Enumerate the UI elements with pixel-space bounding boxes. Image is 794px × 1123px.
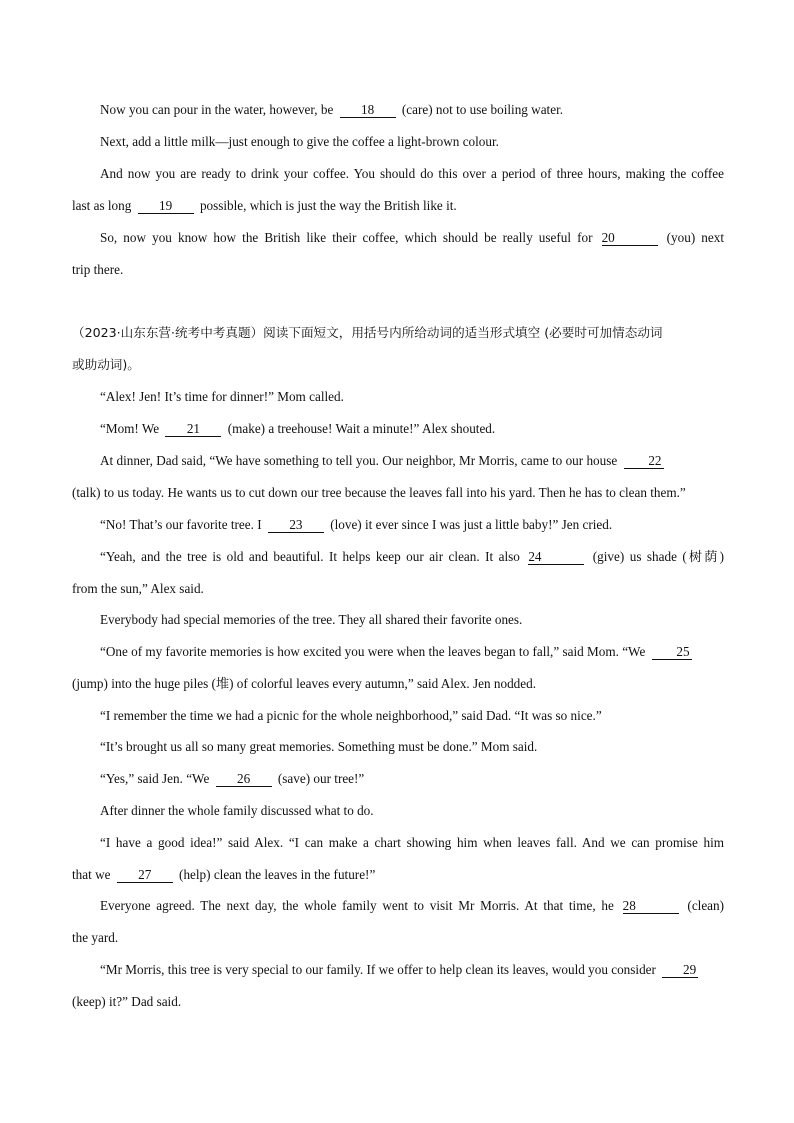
text: Now you can pour in the water, however, be [100,102,334,117]
answer-blank-21: 21 [165,421,221,437]
passage2-para-6: Everybody had special memories of the tree. They all shared their favorite ones. [100,612,523,627]
answer-blank-23: 23 [268,517,324,533]
text: last as long [72,198,132,213]
exercise-heading-line-1: （2023·山东东营·统考中考真题）阅读下面短文，用括号内所给动词的适当形式填空 (必要时可加情态动词 [72,325,663,340]
text: that we [72,867,111,882]
text: “Mr Morris, this tree is very special to our family. If we offer to help clean its leaves, would you consider [100,962,656,977]
answer-blank-27: 27 [117,867,173,883]
passage2-para-12-line-1: “I have a good idea!” said Alex. “I can make a chart showing him when leaves fall. And we can promise him [100,835,724,850]
text: Everyone agreed. The next day, the whole family went to visit Mr Morris. At that time, he [100,898,614,913]
text: (save) our tree!” [277,771,365,786]
text: “No! That’s our favorite tree. I [100,517,262,532]
answer-blank-25: 25 [652,644,692,660]
answer-blank-26: 26 [216,771,272,787]
answer-blank-29: 29 [662,962,698,978]
answer-blank-18: 18 [340,102,396,118]
text: (you) next [666,230,725,245]
passage2-para-10 [100,769,724,789]
passage2-para-7-line-1 [100,642,724,662]
text: “Mom! We [100,421,160,436]
passage2-para-4 [100,515,724,535]
passage1-line-5 [100,228,724,248]
text: So, now you know how the British like their coffee, which should be really useful for [100,230,593,245]
passage2-para-8: “I remember the time we had a picnic for the whole neighborhood,” said Dad. “It was so nice.” [100,708,602,723]
passage2-para-9: “It’s brought us all so many great memories. Something must be done.” Mom said. [100,739,538,754]
passage2-para-11: After dinner the whole family discussed what to do. [100,803,374,818]
text: (help) clean the leaves in the future!” [179,867,376,882]
text: (love) it ever since I was just a little baby!” Jen cried. [330,517,613,532]
exercise-heading-line-2: 或助动词)。 [72,357,140,372]
text: possible, which is just the way the British like it. [199,198,457,213]
text: (care) not to use boiling water. [401,102,564,117]
passage2-para-12-line-2 [72,865,724,885]
text: (clean) [687,898,725,913]
answer-blank-28: 28 [623,898,679,914]
text: At dinner, Dad said, “We have something to tell you. Our neighbor, Mr Morris, came to our house [100,453,618,468]
passage1-line-6: trip there. [72,262,124,277]
passage1-line-3: And now you are ready to drink your coffee. You should do this over a period of three hours, making the coffee [100,166,724,181]
passage2-para-7-line-2: (jump) into the huge piles (堆) of colorful leaves every autumn,” said Alex. Jen nodded. [72,676,537,691]
answer-blank-20: 20 [602,230,658,246]
passage2-para-2 [100,419,724,439]
passage1-line-2: Next, add a little milk—just enough to give the coffee a light-brown colour. [100,134,499,149]
answer-blank-19: 19 [138,198,194,214]
passage2-para-5-line-2: from the sun,” Alex said. [72,581,204,596]
passage2-para-3-line-2: (talk) to us today. He wants us to cut down our tree because the leaves fall into his yard. Then he has to clean them.” [72,485,686,500]
text: (give) us shade (树荫) [592,549,724,564]
text: (make) a treehouse! Wait a minute!” Alex shouted. [227,421,496,436]
passage1-line-4 [72,196,724,216]
text: “One of my favorite memories is how excited you were when the leaves began to fall,” said Mom. “We [100,644,646,659]
passage2-para-13-line-1 [100,896,724,916]
answer-blank-24: 24 [528,549,584,565]
passage2-para-13-line-2: the yard. [72,930,119,945]
passage2-para-14-line-1 [100,960,724,980]
text: “Yeah, and the tree is old and beautiful. It helps keep our air clean. It also [100,549,520,564]
passage1-line-1 [100,100,724,120]
passage2-para-1: “Alex! Jen! It’s time for dinner!” Mom called. [100,389,344,404]
passage2-para-5-line-1 [100,547,724,567]
passage2-para-14-line-2: (keep) it?” Dad said. [72,994,182,1009]
text: “Yes,” said Jen. “We [100,771,210,786]
passage2-para-3-line-1 [100,451,724,471]
answer-blank-22: 22 [624,453,664,469]
